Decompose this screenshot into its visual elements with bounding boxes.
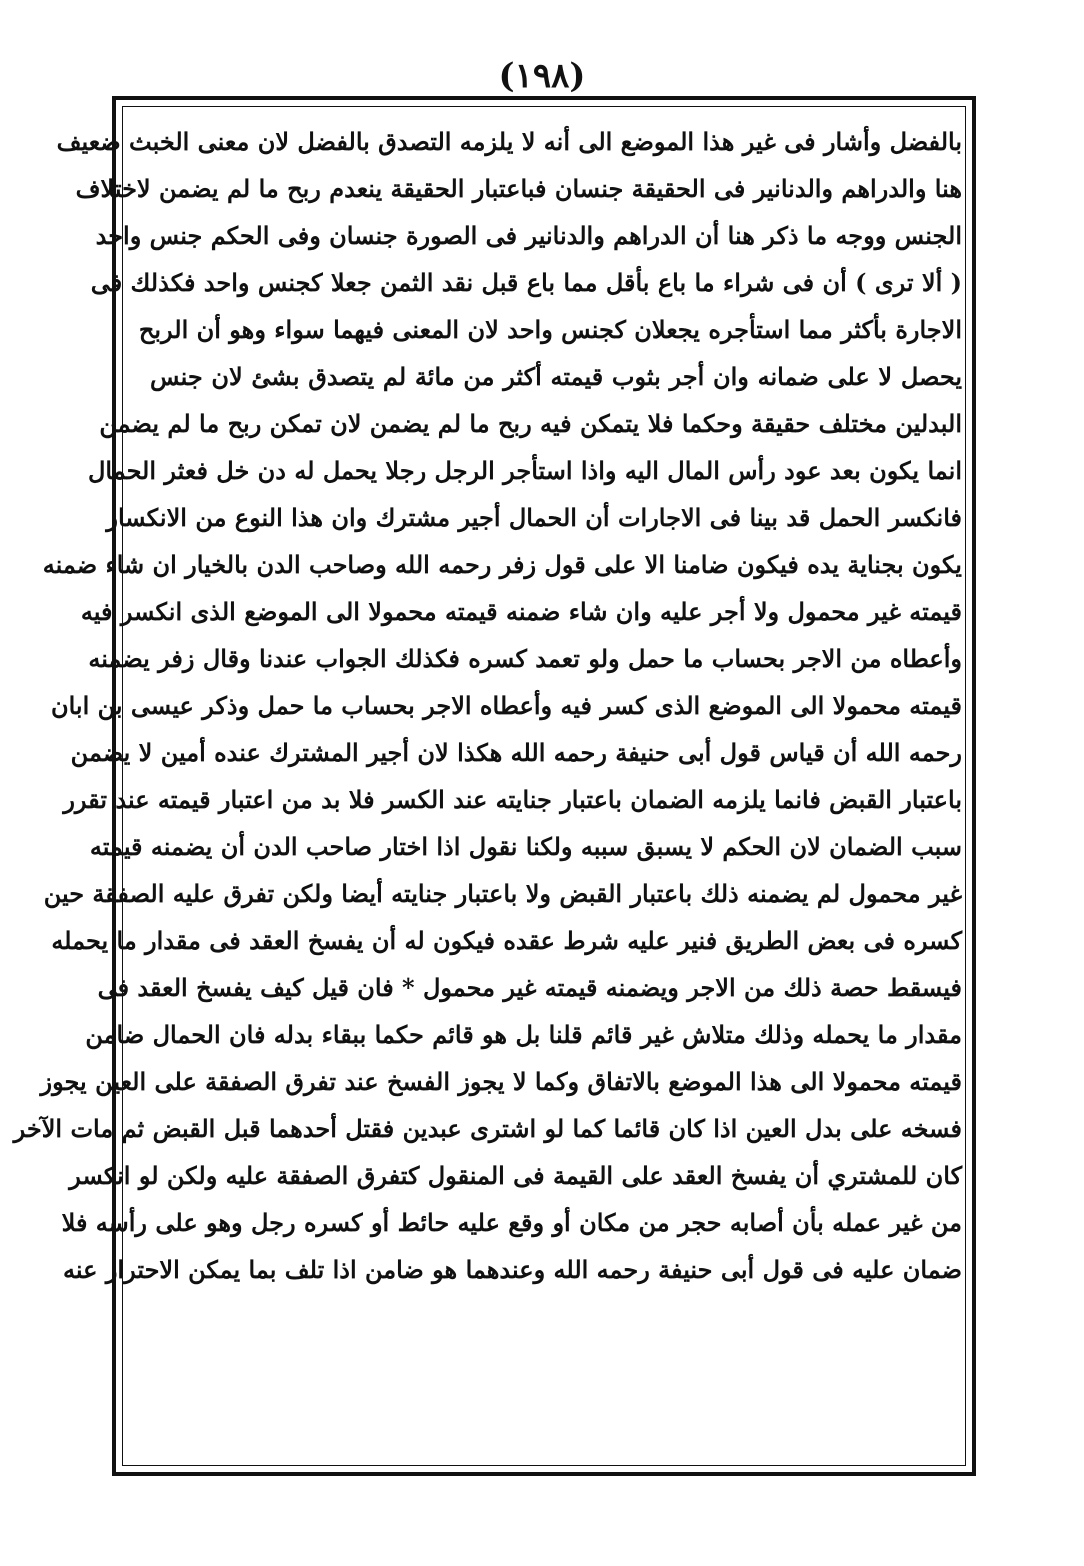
text-line: فيسقط حصة ذلك من الاجر ويضمنه قيمته غير محمول * فان قيل كيف يفسخ العقد فى xyxy=(97,973,962,1002)
text-line: باعتبار القبض فانما يلزمه الضمان باعتبار جنايته عند الكسر فلا بد من اعتبار قيمته عند تقرر xyxy=(63,785,962,814)
text-line: بالفضل وأشار فى غير هذا الموضع الى أنه لا يلزمه التصدق بالفضل لان معنى الخبث ضعيف xyxy=(56,127,962,156)
text-line: كسره فى بعض الطريق فنير عليه شرط عقده فيكون له أن يفسخ العقد فى مقدار ما يحمله xyxy=(51,926,962,955)
page-number: (١٩٨) xyxy=(498,56,586,96)
text-line: يكون بجناية يده فيكون ضامنا الا على قول زفر رحمه الله وصاحب الدن بالخيار ان شاء ضمنه xyxy=(42,550,962,579)
text-line: سبب الضمان لان الحكم لا يسبق سببه ولكنا نقول اذا اختار صاحب الدن أن يضمنه قيمته xyxy=(89,832,962,861)
text-line: قيمته محمولا الى هذا الموضع بالاتفاق وكما لا يجوز الفسخ عند تفرق الصفقة على العين يجوز xyxy=(40,1067,962,1096)
text-line: كان للمشتري أن يفسخ العقد على القيمة فى المنقول كتفرق الصفقة عليه ولكن لو انكسر xyxy=(69,1161,962,1190)
text-line: فانكسر الحمل قد بينا فى الاجارات أن الحمال أجير مشترك وان هذا النوع من الانكسار xyxy=(106,503,962,532)
text-line: من غير عمله بأن أصابه حجر من مكان أو وقع عليه حائط أو كسره رجل وهو على رأسه فلا xyxy=(61,1208,962,1237)
text-line: غير محمول لم يضمنه ذلك باعتبار القبض ولا باعتبار جنايته أيضا ولكن تفرق عليه الصفقة حين xyxy=(43,879,962,908)
text-line: ( ألا ترى ) أن فى شراء ما باع بأقل مما باع قبل نقد الثمن جعلا كجنس واحد فكذلك فى xyxy=(90,268,962,297)
text-line: مقدار ما يحمله وذلك متلاش غير قائم قلنا بل هو قائم حكما ببقاء بدله فان الحمال ضامن xyxy=(85,1020,962,1049)
text-line: انما يكون بعد عود رأس المال اليه واذا استأجر الرجل رجلا يحمل له دن خل فعثر الحمال xyxy=(87,456,962,485)
text-line: ضمان عليه فى قول أبى حنيفة رحمه الله وعندهما هو ضامن اذا تلف بما يمكن الاحتراز عنه xyxy=(63,1255,962,1284)
text-line: قيمته غير محمول ولا أجر عليه وان شاء ضمنه قيمته محمولا الى الموضع الذى انكسر فيه xyxy=(80,597,962,626)
text-line: وأعطاه من الاجر بحساب ما حمل ولو تعمد كسره فكذلك الجواب عندنا وقال زفر يضمنه xyxy=(88,644,962,673)
text-line: قيمته محمولا الى الموضع الذى كسر فيه وأعطاه الاجر بحساب ما حمل وذكر عيسى بن ابان xyxy=(50,691,962,720)
text-line: الاجارة بأكثر مما استأجره يجعلان كجنس واحد لان المعنى فيهما سواء وهو أن الربح xyxy=(138,315,962,344)
text-body xyxy=(13,118,962,1458)
text-line: رحمه الله أن قياس قول أبى حنيفة رحمه الله هكذا لان أجير المشترك عنده أمين لا يضمن xyxy=(70,738,962,767)
text-line: فسخه على بدل العين اذا كان قائما كما لو اشترى عبدين فقتل أحدهما قبل القبض ثم مات الآخر xyxy=(13,1114,962,1143)
text-line: الجنس ووجه ما ذكر هنا أن الدراهم والدنانير فى الصورة جنسان وفى الحكم جنس واحد xyxy=(95,221,962,250)
text-line: البدلين مختلف حقيقة وحكما فلا يتمكن فيه ربح ما لم يضمن لان تمكن ربح ما لم يضمن xyxy=(99,409,962,438)
text-line: هنا والدراهم والدنانير فى الحقيقة جنسان فباعتبار الحقيقة ينعدم ربح ما لم يضمن لاختلاف xyxy=(75,174,962,203)
text-line: يحصل لا على ضمانه وان أجر بثوب قيمته أكثر من مائة لم يتصدق بشئ لان جنس xyxy=(150,362,962,391)
